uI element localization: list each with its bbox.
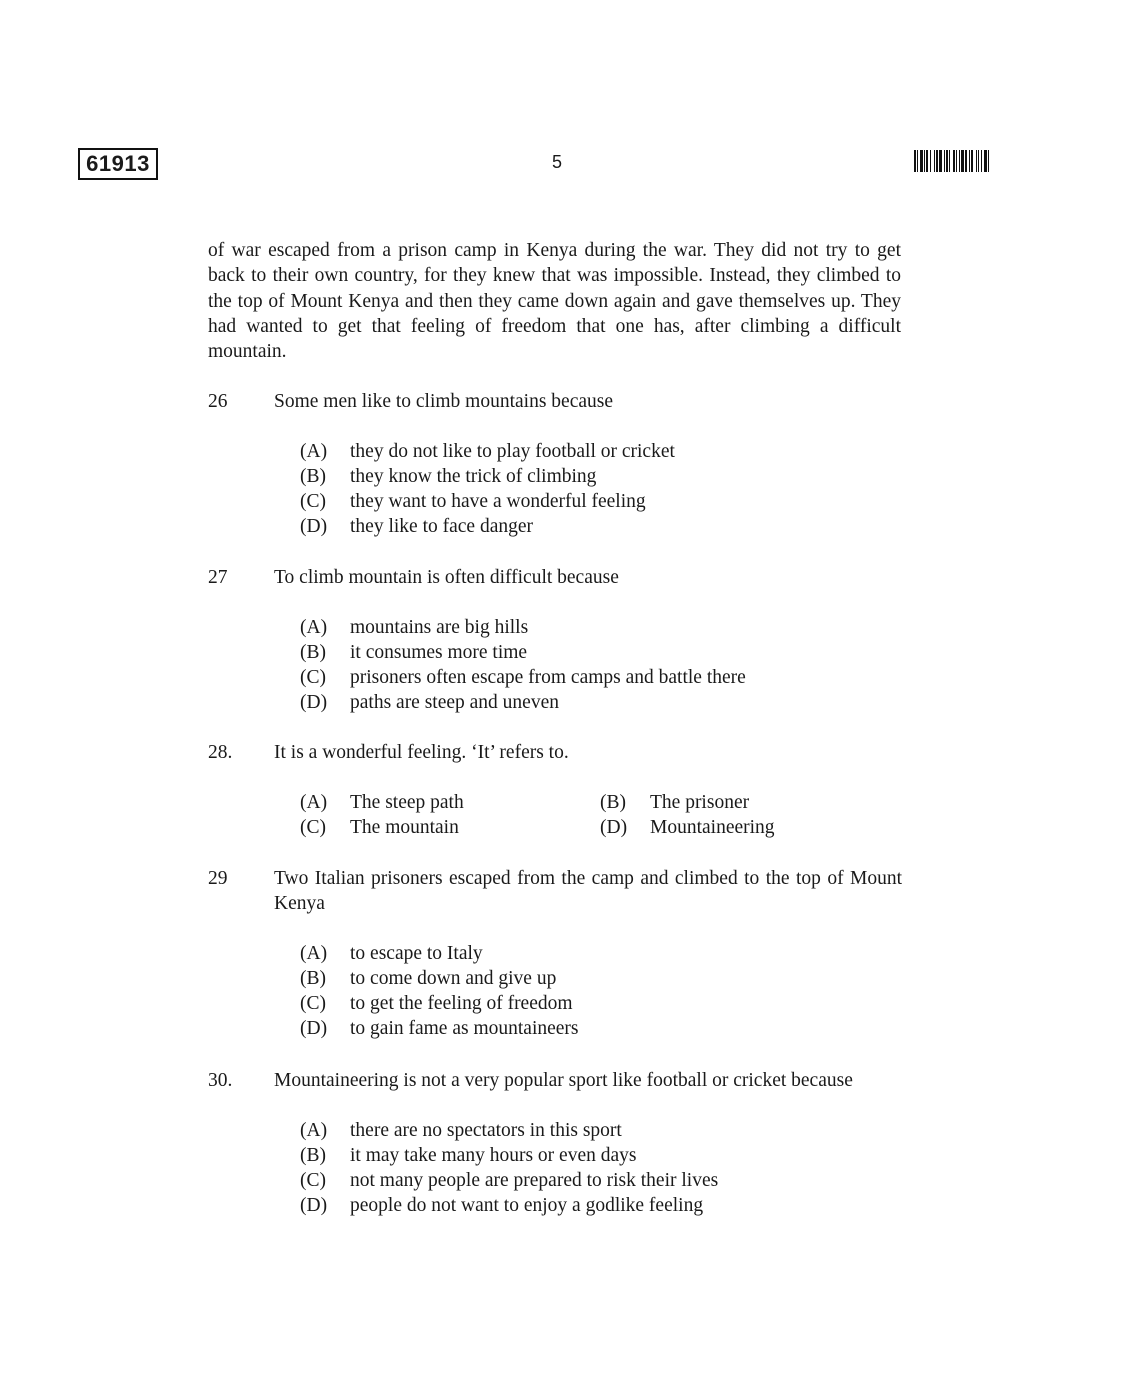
option-letter: (C) [300,491,326,513]
option-text: prisoners often escape from camps and battle there [350,667,746,689]
options-list [300,615,902,716]
option-b [300,966,902,991]
option-text: to get the feeling of freedom [350,993,573,1015]
barcode-bar [944,150,945,172]
option-letter: (C) [300,1170,326,1192]
option-c [300,489,902,514]
barcode-bar [969,150,970,172]
barcode-bar [917,150,918,172]
option-text: there are no spectators in this sport [350,1119,622,1141]
question-text: To climb mountain is often difficult because [274,567,619,588]
question-number: 27 [208,567,228,588]
barcode-bar [984,150,987,172]
option-text: The prisoner [650,791,750,813]
question-number: 28. [208,742,233,763]
option-text: they know the trick of climbing [350,465,597,487]
options-list [300,941,902,1042]
barcode-bar [961,150,964,172]
paper-code: 61913 [78,148,158,180]
barcode-bar [965,150,967,172]
option-text: to gain fame as mountaineers [350,1018,579,1040]
option-text: to come down and give up [350,967,557,989]
option-d [300,514,902,539]
barcode-bar [946,150,948,172]
option-text: mountains are big hills [350,616,529,638]
option-b [300,1143,902,1168]
question-27 [208,565,902,716]
passage-text: of war escaped from a prison camp in Kenya during the war. They did not try to get back to their own country, for they knew that was impossible. Instead, they climbed to the top of Mount Kenya and then they came down again and gave themselves up. They had wanted to get that feeling of freedom that one has, after climbing a difficult mountain. [208,240,901,363]
option-text: The mountain [350,816,459,838]
option-letter: (C) [300,816,326,838]
option-d [300,1016,902,1041]
barcode-bar [920,150,923,172]
options-list [300,1118,902,1219]
option-letter: (D) [300,1195,328,1217]
option-text: to escape to Italy [350,942,483,964]
option-a [300,941,902,966]
option-text: it consumes more time [350,641,528,663]
option-a [300,1118,902,1143]
option-letter: (B) [600,791,626,813]
option-c [300,665,902,690]
question-text: Mountaineering is not a very popular sport like football or cricket because [274,1070,853,1091]
option-text: they want to have a wonderful feeling [350,491,646,513]
barcode-bar [924,150,925,172]
barcode [914,150,1048,172]
option-letter: (D) [300,692,328,714]
barcode-bar [978,150,979,172]
option-letter: (A) [300,942,328,964]
option-b [300,640,902,665]
barcode-bar [959,150,960,172]
option-d [300,690,902,715]
question-29 [208,866,902,1042]
option-c [300,1168,902,1193]
option-text: not many people are prepared to risk their lives [350,1170,719,1192]
barcode-bar [981,150,982,172]
barcode-bar [988,150,989,172]
option-letter: (D) [300,516,328,538]
barcode-bar [926,150,928,172]
option-text: it may take many hours or even days [350,1144,637,1166]
option-text: The steep path [350,791,464,813]
barcode-bar [956,150,957,172]
option-letter: (A) [300,440,328,462]
option-c [300,991,902,1016]
option-letter: (C) [300,993,326,1015]
question-text: Two Italian prisoners escaped from the camp and climbed to the top of Mount Kenya [274,868,902,914]
option-b [600,790,840,815]
question-30 [208,1068,902,1219]
page-number: 5 [552,152,563,172]
barcode-bar [930,150,931,172]
option-b [300,464,902,489]
question-text: Some men like to climb mountains because [274,391,614,412]
options-grid [300,790,902,841]
barcode-bar [939,150,942,172]
question-number: 26 [208,391,228,412]
option-text: they like to face danger [350,516,533,538]
option-a [300,439,902,464]
option-c [300,815,600,840]
option-letter: (A) [300,1119,328,1141]
barcode-bar [953,150,955,172]
question-number: 30. [208,1070,233,1091]
option-text: paths are steep and uneven [350,692,559,714]
option-d [600,815,840,840]
option-text: Mountaineering [650,816,775,838]
barcode-bar [976,150,977,172]
option-letter: (B) [300,967,326,989]
option-d [300,1193,902,1218]
option-letter: (A) [300,616,328,638]
option-a [300,790,600,815]
option-letter: (C) [300,667,326,689]
barcode-bar [934,150,935,172]
option-letter: (B) [300,1144,326,1166]
barcode-bar [971,150,973,172]
barcode-bar [936,150,938,172]
option-letter: (B) [300,641,326,663]
option-letter: (B) [300,465,326,487]
option-a [300,615,902,640]
question-number: 29 [208,868,228,889]
option-letter: (D) [300,1018,328,1040]
question-26 [208,389,902,540]
barcode-bar [949,150,950,172]
question-text: It is a wonderful feeling. ‘It’ refers to. [274,742,569,763]
option-text: they do not like to play football or cricket [350,440,675,462]
options-list [300,439,902,540]
option-text: people do not want to enjoy a godlike feeling [350,1195,704,1217]
option-letter: (A) [300,791,328,813]
question-28 [208,740,902,840]
option-letter: (D) [600,816,628,838]
barcode-bar [914,150,916,172]
